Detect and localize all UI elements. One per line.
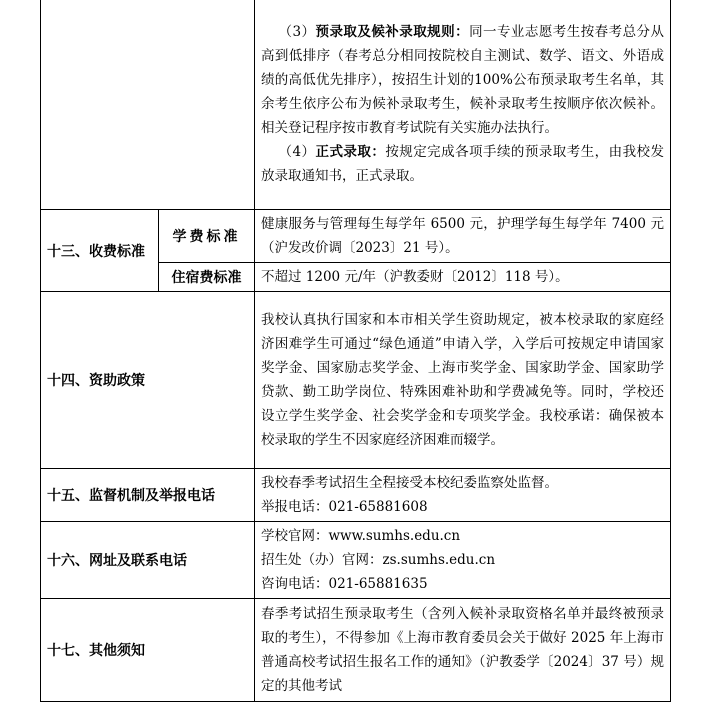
- rule-4-title: 正式录取：: [315, 144, 386, 160]
- fees-header: 十三、收费标准: [41, 210, 159, 292]
- rule-4-body: 按规定完成各项手续的预录取考生，由我校发放录取通知书，正式录取。: [261, 144, 665, 184]
- row-aid: [41, 292, 671, 469]
- rule-4-number: （4）: [278, 144, 316, 160]
- row-supervision: [41, 469, 671, 522]
- tuition-text: 健康服务与管理每生每学年 6500 元，护理学每生每学年 7400 元（沪发改价调〔2023〕21 号）。: [255, 210, 671, 263]
- admissions-website: 招生处（办）官网：zs.sumhs.edu.cn: [261, 552, 496, 568]
- aid-header: 十四、资助政策: [41, 292, 255, 469]
- tuition-label: 学费标准: [159, 210, 255, 263]
- row-contact: [41, 522, 671, 599]
- rule-3-number: （3）: [278, 24, 316, 40]
- consult-phone: 咨询电话：021-65881635: [261, 576, 428, 592]
- supervision-line: 我校春季考试招生全程接受本校纪委监察处监督。: [261, 475, 558, 491]
- admission-rules-header-cell: [41, 0, 255, 210]
- contact-content: [255, 522, 671, 599]
- aid-text: 我校认真执行国家和本市相关学生资助规定，被本校录取的家庭经济困难学生可通过“绿色通道”申请入学，入学后可按规定申请国家奖学金、国家励志奖学金、上海市奖学金、国家助学金、国家助学贷款、勤工助学岗位、特殊困难补助和学费减免等。同时，学校还设立学生奖学金、社会奖学金和专项奖学金。我校承诺：确保被本校录取的学生不因家庭经济困难而辍学。: [255, 292, 671, 469]
- rule-3-title: 预录取及候补录取规则：: [315, 24, 470, 40]
- row-fees-tuition: [41, 210, 671, 263]
- rule-4-paragraph: [261, 140, 664, 188]
- notes-text: 春季考试招生预录取考生（含列入候补录取资格名单并最终被预录取的考生），不得参加《上海市教育委员会关于做好 2025 年上海市普通高校考试招生报名工作的通知》（沪教委学〔2024〕37 号）规定的其他考试: [255, 599, 671, 702]
- school-website: 学校官网：www.sumhs.edu.cn: [261, 528, 461, 544]
- row-admission-rules: [41, 0, 671, 210]
- supervision-content: [255, 469, 671, 522]
- contact-header: 十六、网址及联系电话: [41, 522, 255, 599]
- report-phone: 举报电话：021-65881608: [261, 499, 428, 515]
- row-notes: [41, 599, 671, 702]
- admissions-info-table: [40, 0, 671, 702]
- rule-3-body: 同一专业志愿考生按春考总分从高到低排序（春考总分相同按院校自主测试、数学、语文、外语成绩的高低优先排序），按招生计划的100%公布预录取考生名单，其余考生依序公布为候补录取考生，候补录取考生按顺序依次候补。相关登记程序按市教育考试院有关实施办法执行。: [261, 24, 665, 136]
- rule-3-paragraph: [261, 20, 664, 140]
- admission-rules-content: [255, 0, 671, 210]
- lodging-label: 住宿费标准: [159, 263, 255, 292]
- lodging-text: 不超过 1200 元/年（沪教委财〔2012〕118 号）。: [255, 263, 671, 292]
- supervision-header: 十五、监督机制及举报电话: [41, 469, 255, 522]
- notes-header: 十七、其他须知: [41, 599, 255, 702]
